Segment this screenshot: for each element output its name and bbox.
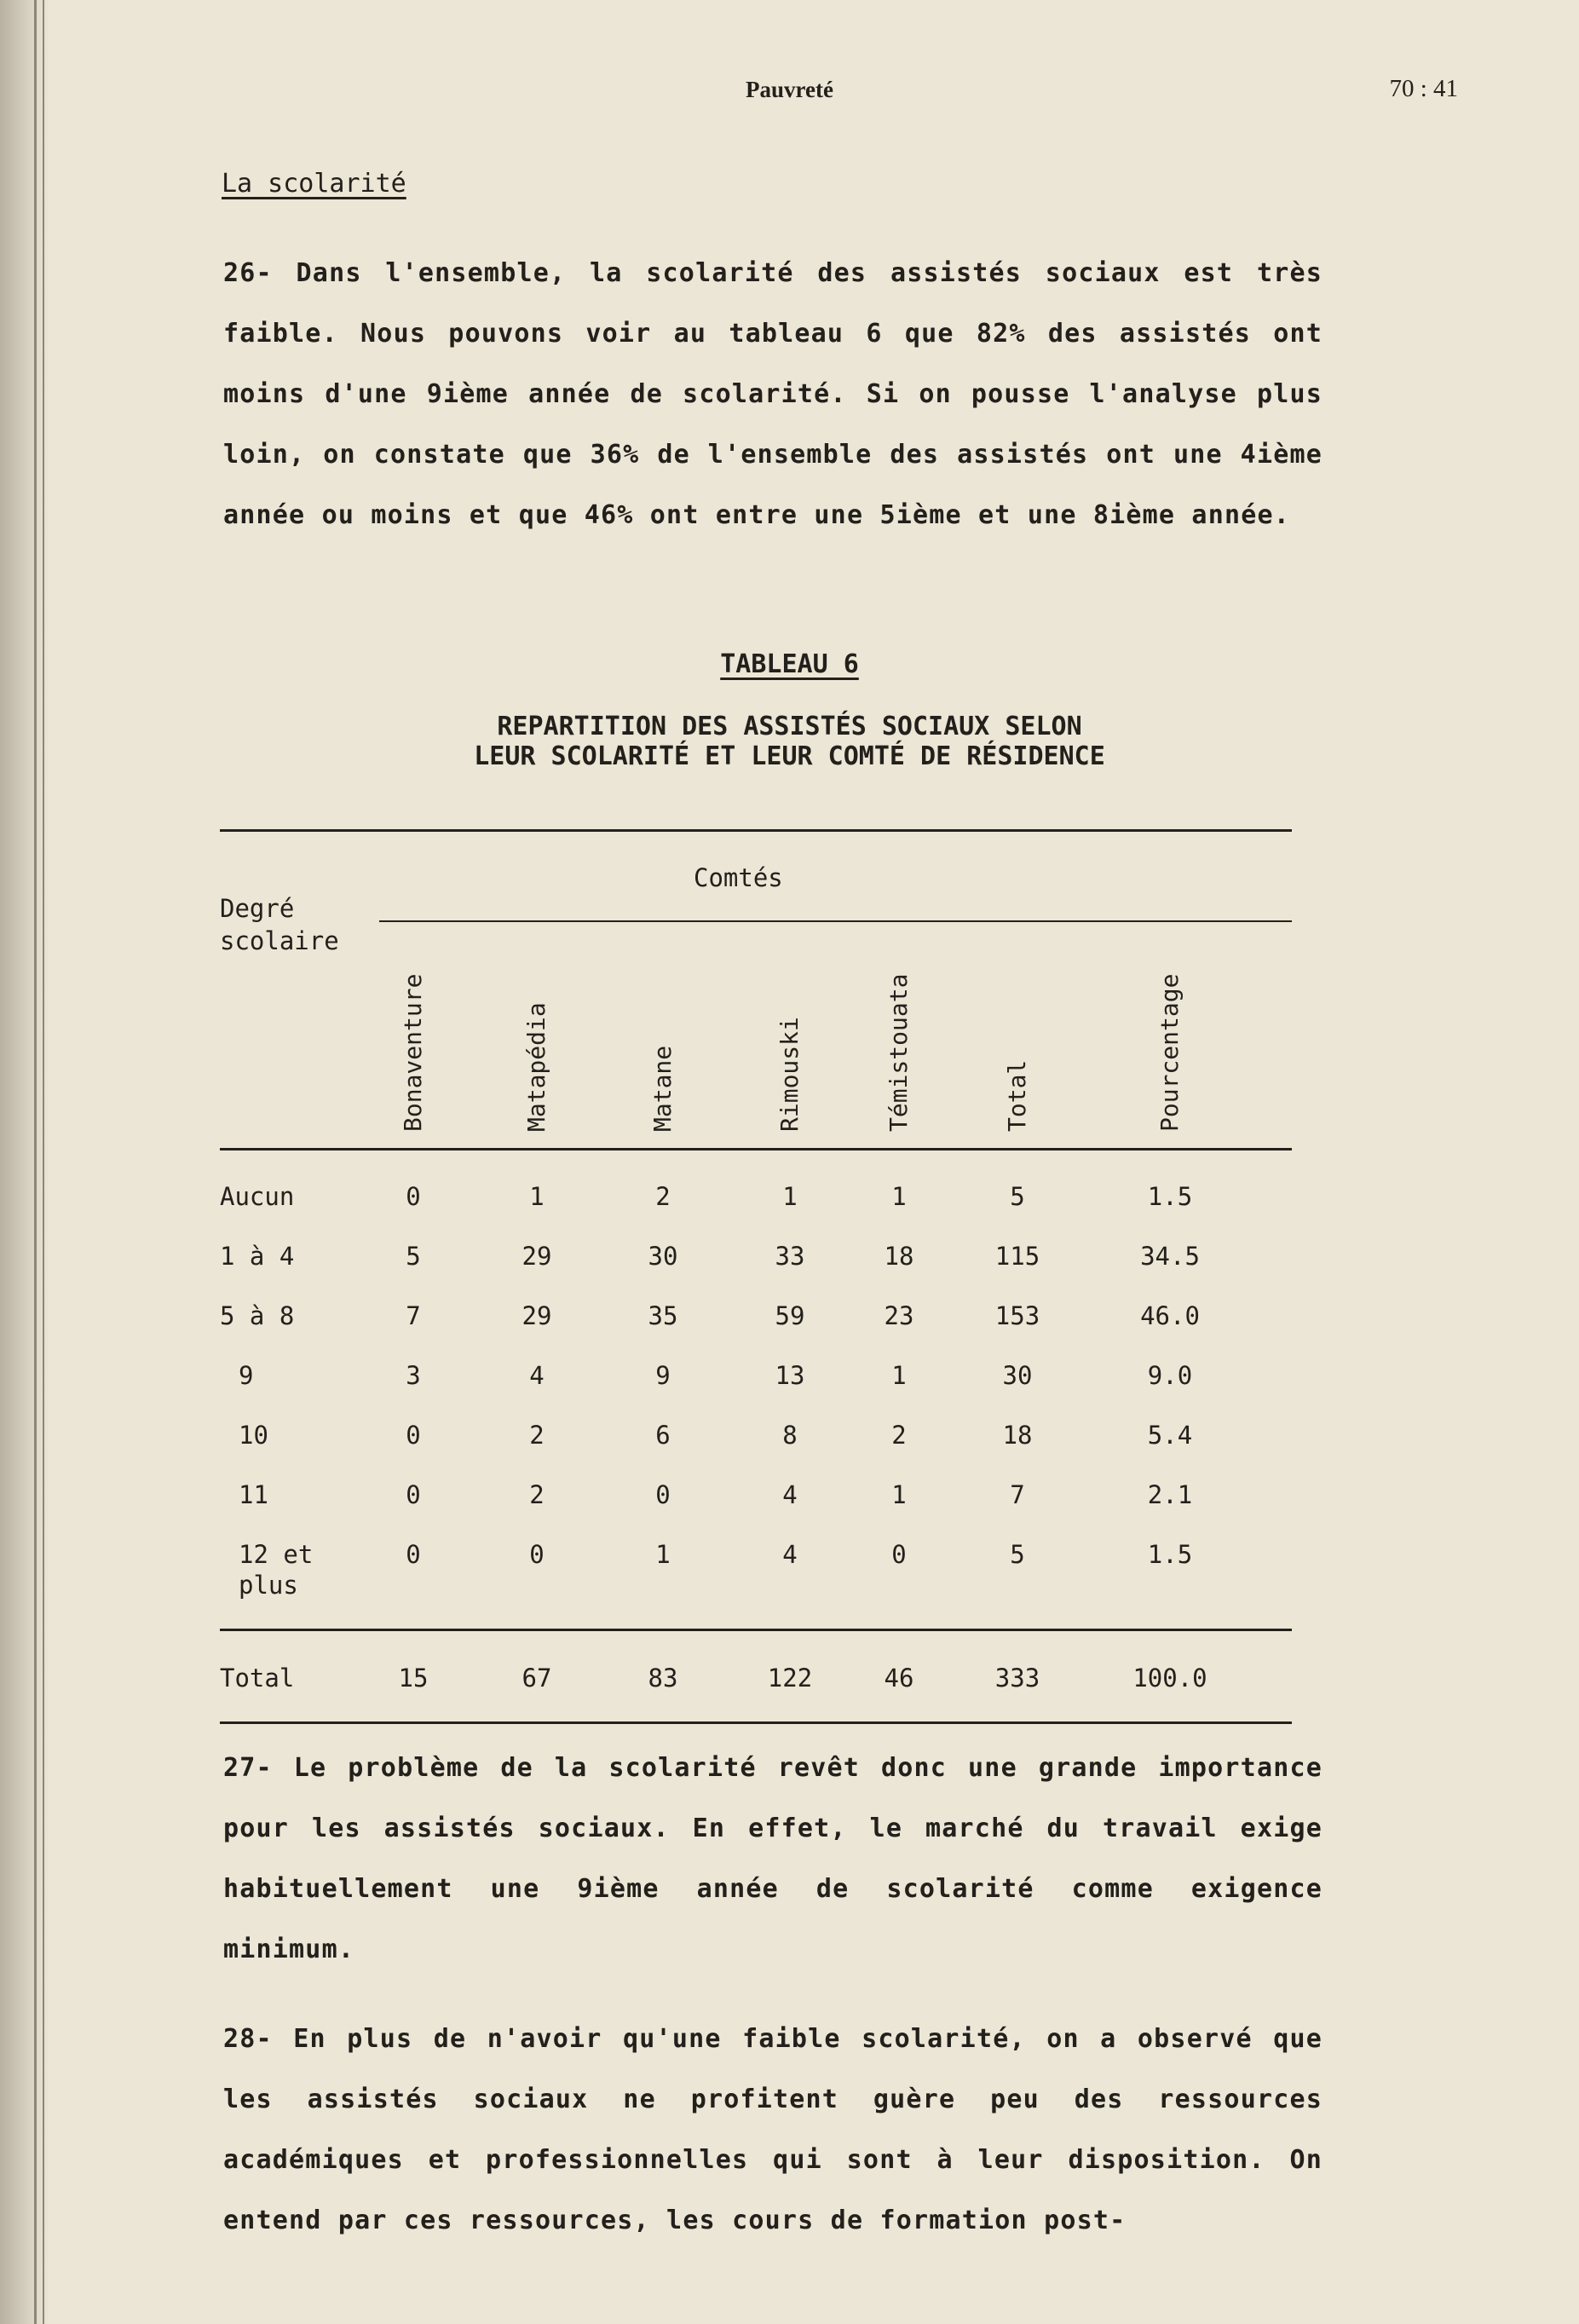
page-spine-line xyxy=(43,0,44,2324)
table-cell: 5 xyxy=(406,1242,421,1271)
table-cell: 4 xyxy=(529,1361,545,1390)
table-cell: 7 xyxy=(406,1301,421,1330)
table-cell: 3 xyxy=(406,1361,421,1390)
table-cell: 30 xyxy=(1002,1361,1033,1390)
table-cell: 4 xyxy=(782,1540,798,1569)
total-label: Total xyxy=(220,1664,295,1693)
column-header: Matapédia xyxy=(522,1002,550,1132)
section-title-text: La scolarité xyxy=(222,169,406,199)
table-cell: 29 xyxy=(522,1242,552,1271)
table-cell: 1 xyxy=(782,1182,798,1211)
table-cell: 18 xyxy=(1002,1421,1033,1450)
table-cell: 1 xyxy=(891,1361,907,1390)
paragraph-26: 26- Dans l'ensemble, la scolarité des assistés sociaux est très faible. Nous pouvons voir au tableau 6 que 82% des assistés ont moins d'une 9ième année de scolarité. Si on pousse l'analyse plus loin, on constate que 36% de l'ensemble des assistés ont une 4ième année ou moins et que 46% ont entre une 5ième et une 8ième année. xyxy=(223,258,1323,530)
table-cell: 5 xyxy=(1010,1182,1025,1211)
table-cell: 34.5 xyxy=(1140,1242,1200,1271)
row-label: 9 xyxy=(239,1361,254,1390)
table-cell: 4 xyxy=(782,1480,798,1509)
table-cell: 8 xyxy=(782,1421,798,1450)
table-bottom-rule xyxy=(220,1721,1292,1724)
column-header: Témistouata xyxy=(885,973,913,1132)
table-cell: 1.5 xyxy=(1147,1540,1193,1569)
running-header: Pauvreté xyxy=(746,77,833,102)
table-cell: 7 xyxy=(1010,1480,1025,1509)
row-label: 12 et plus xyxy=(239,1540,314,1600)
section-title xyxy=(222,169,406,199)
paragraph-28: 28- En plus de n'avoir qu'une faible scolarité, on a observé que les assistés sociaux ne profitent guère peu des ressources académiques et professionnelles qui sont à leur disposition. On entend par ces ressources, les cours de formation post- xyxy=(223,2024,1323,2235)
total-cell: 46 xyxy=(884,1664,914,1693)
table-cell: 18 xyxy=(884,1242,914,1271)
table-cell: 30 xyxy=(648,1242,678,1271)
column-header: Pourcentage xyxy=(1155,973,1184,1132)
table-cell: 2.1 xyxy=(1147,1480,1193,1509)
row-label: 5 à 8 xyxy=(220,1301,295,1330)
total-cell: 15 xyxy=(398,1664,429,1693)
table-cell: 23 xyxy=(884,1301,914,1330)
table-cell: 1 xyxy=(655,1540,671,1569)
table-cell: 2 xyxy=(891,1421,907,1450)
row-label: Aucun xyxy=(220,1182,295,1211)
table-cell: 115 xyxy=(994,1242,1040,1271)
table-cell: 1.5 xyxy=(1147,1182,1193,1211)
page-number: 70 : 41 xyxy=(1389,75,1458,102)
table-cell: 35 xyxy=(648,1301,678,1330)
table-cell: 13 xyxy=(775,1361,805,1390)
body-bottom-rule xyxy=(220,1629,1292,1631)
table-title-line1: REPARTITION DES ASSISTÉS SOCIAUX SELON xyxy=(497,712,1082,741)
header-bottom-rule xyxy=(220,1148,1292,1150)
table-cell: 1 xyxy=(529,1182,545,1211)
total-cell: 122 xyxy=(767,1664,813,1693)
table-cell: 2 xyxy=(529,1421,545,1450)
column-header: Rimouski xyxy=(775,1017,804,1132)
table-cell: 0 xyxy=(406,1480,421,1509)
table-cell: 0 xyxy=(891,1540,907,1569)
table-number-text: TABLEAU 6 xyxy=(720,649,859,679)
table-cell: 59 xyxy=(775,1301,805,1330)
table-number xyxy=(0,649,1579,679)
table-cell: 0 xyxy=(529,1540,545,1569)
table-cell: 0 xyxy=(406,1540,421,1569)
table-cell: 1 xyxy=(891,1182,907,1211)
table-cell: 9.0 xyxy=(1147,1361,1193,1390)
paragraph-27: 27- Le problème de la scolarité revêt donc une grande importance pour les assistés sociaux. En effet, le marché du travail exige habituellement une 9ième année de scolarité comme exigence minimum. xyxy=(223,1753,1323,1964)
table-cell: 29 xyxy=(522,1301,552,1330)
table-cell: 5 xyxy=(1010,1540,1025,1569)
table-cell: 46.0 xyxy=(1140,1301,1200,1330)
page-spine-line xyxy=(34,0,37,2324)
row-header-degre: Degré scolaire xyxy=(220,894,339,955)
table-cell: 6 xyxy=(655,1421,671,1450)
table-cell: 0 xyxy=(406,1182,421,1211)
row-label: 10 xyxy=(239,1421,268,1450)
table-cell: 5.4 xyxy=(1147,1421,1193,1450)
column-header: Bonaventure xyxy=(399,973,427,1132)
table-cell: 2 xyxy=(655,1182,671,1211)
table-title-line2: LEUR SCOLARITÉ ET LEUR COMTÉ DE RÉSIDENCE xyxy=(474,741,1105,771)
total-cell: 67 xyxy=(522,1664,552,1693)
row-label: 11 xyxy=(239,1480,268,1509)
column-header: Matane xyxy=(648,1045,677,1132)
table-top-rule xyxy=(220,829,1292,832)
column-header: Total xyxy=(1003,1059,1031,1132)
row-label: 1 à 4 xyxy=(220,1242,295,1271)
table-cell: 2 xyxy=(529,1480,545,1509)
group-header-rule xyxy=(379,920,1292,922)
table-cell: 1 xyxy=(891,1480,907,1509)
table-cell: 0 xyxy=(406,1421,421,1450)
total-cell: 333 xyxy=(994,1664,1040,1693)
group-header-comtes: Comtés xyxy=(694,863,783,892)
table-cell: 0 xyxy=(655,1480,671,1509)
total-cell: 100.0 xyxy=(1132,1664,1207,1693)
table-cell: 33 xyxy=(775,1242,805,1271)
table-cell: 9 xyxy=(655,1361,671,1390)
table-cell: 153 xyxy=(994,1301,1040,1330)
total-cell: 83 xyxy=(648,1664,678,1693)
